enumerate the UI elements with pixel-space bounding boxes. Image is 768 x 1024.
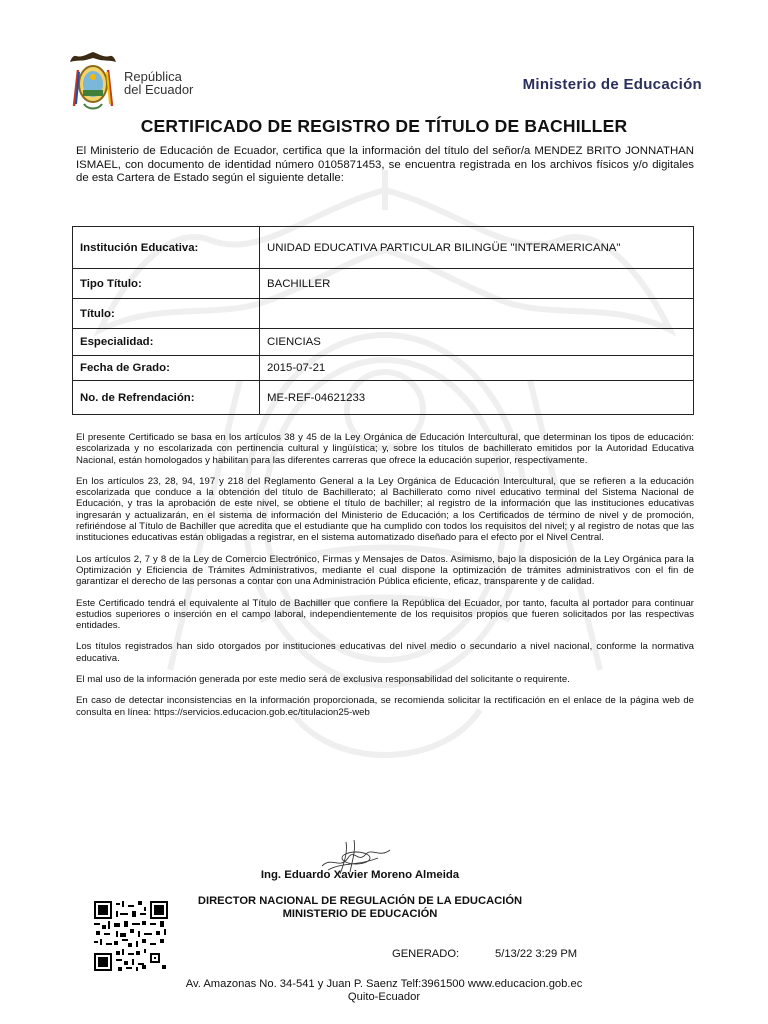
table-row (73, 269, 694, 299)
row-label-titulo: Título: (73, 299, 260, 329)
row-value-titulo (260, 299, 694, 329)
generated-label: GENERADO: (392, 948, 460, 960)
paragraph-mal-uso: El mal uso de la información generada por este medio será de exclusiva responsabilidad del solicitante o requirente. (76, 674, 570, 686)
document-title: CERTIFICADO DE REGISTRO DE TÍTULO DE BACHILLER (140, 116, 628, 136)
footer-address (0, 978, 768, 1004)
table-row (73, 299, 694, 329)
paragraph-equivalencia: Este Certificado tendrá el equivalente al Título de Bachiller que confiere la República del Ecuador, por tanto, faculta al portador para continuar estudios superiores o inserción en el campo laboral, independientemente de los requisitos propios que fueren solicitados por las respectivas entidades. (76, 597, 694, 632)
table-row (73, 329, 694, 356)
row-label-especialidad: Especialidad: (73, 329, 260, 356)
row-value-institucion: UNIDAD EDUCATIVA PARTICULAR BILINGÜE "INTERAMERICANA" (260, 227, 694, 269)
republica-line2: del Ecuador (124, 82, 194, 97)
ecuador-coat-of-arms-icon (70, 50, 116, 112)
table-row (73, 356, 694, 381)
table-row (73, 381, 694, 415)
row-value-tipo-titulo: BACHILLER (260, 269, 694, 299)
signer-role (160, 895, 560, 920)
footer-line2: Quito-Ecuador (347, 991, 421, 1003)
row-value-refrendacion: ME-REF-04621233 (260, 381, 694, 415)
intro-paragraph: El Ministerio de Educación de Ecuador, certifica que la información del título del señor/a MENDEZ BRITO JONNATHAN ISMAEL, con documento de identidad número 0105871453, se encuentra registrada en los archivos físicos y/o digitales de esta Cartera de Estado según el siguiente detalle: (76, 145, 694, 185)
row-value-fecha-grado: 2015-07-21 (260, 356, 694, 381)
qr-code-icon (94, 901, 168, 971)
signer-role-line1: DIRECTOR NACIONAL DE REGULACIÓN DE LA EDUCACIÓN (197, 895, 523, 907)
paragraph-titulos-registrados: Los títulos registrados han sido otorgados por instituciones educativas del nivel medio o secundario a nivel nacional, conforme la normativa educativa. (76, 641, 694, 664)
ministerio-de-educacion-logo-text: Ministerio de Educación (522, 76, 702, 93)
row-label-fecha-grado: Fecha de Grado: (73, 356, 260, 381)
generated-timestamp: 5/13/22 3:29 PM (495, 948, 578, 960)
table-row (73, 227, 694, 269)
paragraph-reglamento: En los artículos 23, 28, 94, 197 y 218 del Reglamento General a la Ley Orgánica de Educación Intercultural, que se refieren a la educación escolarizada que conduce a la obtención del título de Bachillerato; al Bachillerato como nivel educativo terminal del Sistema Nacional de Educación, y tras la aprobación de este nivel, se obtiene el título de bachiller; al registro de la información que las instituciones educativas ingresarán y actualizarán, en el sistema de información del Ministerio de Educación; a los Certificados de término de nivel y de promoción, refiriéndose al Título de Bachiller que acredita que el estudiante que ha cumplido con todos los requisitos del nivel; y al registro de notas que las instituciones educativas están obligadas a registrar, en el sistema automatizado diseñado para el efecto por el Nivel Central. (76, 475, 694, 544)
paragraph-comercio-electronico: Los artículos 2, 7 y 8 de la Ley de Comercio Electrónico, Firmas y Mensajes de Datos. Asimismo, bajo la disposición de la Ley Orgánica para la Optimización y Eficiencia de Trámites Administrativos, mediante el cual dispone la optimización de trámites administrativos con el fin de garantizar el derecho de las personas a contar con una Administración Pública eficiente, eficaz, transparente y de calidad. (76, 553, 694, 588)
footer-line1: Av. Amazonas No. 34-541 y Juan P. Saenz Telf:3961500 www.educacion.gob.ec (185, 978, 583, 990)
header (0, 0, 768, 115)
signer-role-line2: MINISTERIO DE EDUCACIÓN (282, 907, 438, 920)
row-label-institucion: Institución Educativa: (73, 227, 260, 269)
row-label-refrendacion: No. de Refrendación: (73, 381, 260, 415)
paragraph-legal-basis: El presente Certificado se basa en los artículos 38 y 45 de la Ley Orgánica de Educación Intercultural, que determinan los tipos de educación: escolarizada y no escolarizada con pertinencia cultural y lingüística; y, sobre los títulos de bachillerato emitidos por la Autoridad Educativa Nacional, están homologados y habilitan para las diferentes carreras que ofrece la educación superior, respectivamente. (76, 432, 694, 466)
row-label-tipo-titulo: Tipo Título: (73, 269, 260, 299)
republica-del-ecuador-logo-text (124, 70, 193, 96)
republica-line1: República (124, 69, 182, 84)
legal-paragraphs (76, 432, 694, 728)
row-value-especialidad: CIENCIAS (260, 329, 694, 356)
details-table (72, 226, 694, 415)
paragraph-inconsistencias: En caso de detectar inconsistencias en la información proporcionada, se recomienda solicitar la rectificación en el enlace de la página web de consulta en línea: https://servicios.educacion.gob.ec/titulacion25-web (76, 695, 694, 718)
signer-name: Ing. Eduardo Xavier Moreno Almeida (260, 869, 460, 881)
